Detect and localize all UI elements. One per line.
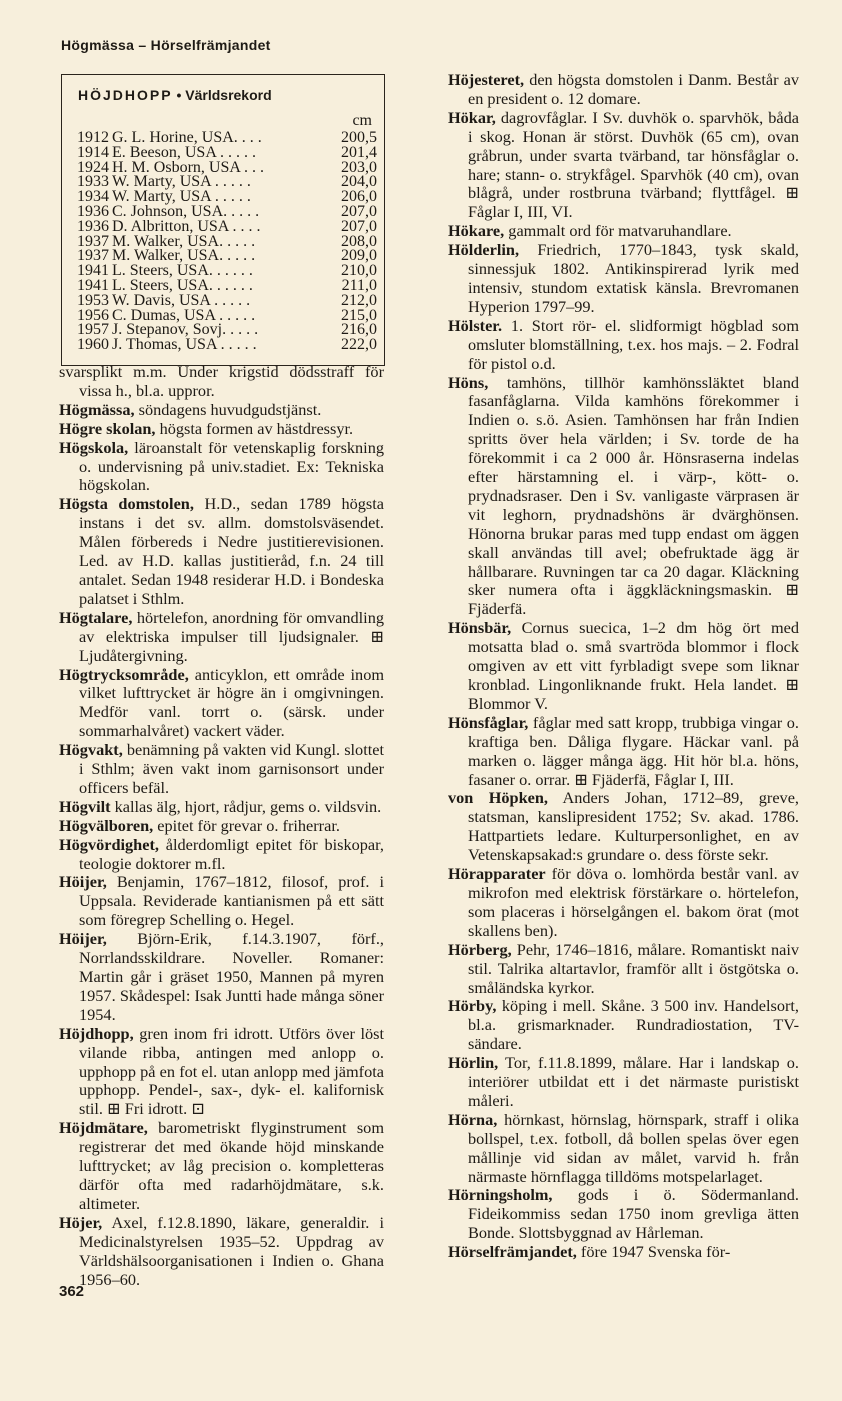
- entry-headword: Höijer,: [59, 929, 107, 949]
- record-year: 1957: [77, 321, 109, 339]
- record-value: 203,0: [341, 158, 377, 176]
- entry-headword: Höijer,: [59, 872, 107, 892]
- entry-text: Tor, f.11.8.1899, målare. Har i landskap o. interiörer utbildat ett i det närmaste puristiskt måleri.: [468, 1053, 799, 1110]
- record-year: 1912: [77, 129, 109, 146]
- entry-text: gammalt ord för matvaruhandlare.: [504, 221, 732, 241]
- entry-headword: Höjdmätare,: [59, 1118, 148, 1138]
- entry-headword: Hökare,: [448, 221, 505, 241]
- record-value: 210,0: [341, 262, 377, 280]
- entry-text: tamhöns, tillhör kamhönssläktet bland fasanfåglarna. Vilda kamhöns förekommer i Indien o. s.ö. Asien. Tamhönsen har från Indien spritts över hela världen; i Sv. torde de ha förekommit i ca 2 000 år. Hönsraserna indelas efter härstamning el. i värp-, kött- o. prydnadsraser. Den i Sv. vanligaste värprasen är vit leghorn, prydnadshöns är dvärghönsen. Hönorna brukar paras med tupp endast om äggen skall användas till avel; obefruktade ägg är hållbarare. Ruvningen tar ca 20 dagar. Kläckning sker numera ofta i äggkläckningsmaskin. ⊞ Fjäderfä.: [468, 372, 799, 619]
- entry-headword: Höns,: [448, 372, 489, 392]
- record-row: [77, 131, 377, 146]
- record-row: [77, 217, 377, 235]
- record-unit-label: cm: [352, 112, 372, 129]
- dictionary-entry: [59, 420, 384, 439]
- record-year: 1953: [77, 291, 109, 309]
- record-year: 1941: [77, 276, 109, 294]
- dictionary-entry: [448, 619, 799, 714]
- entry-headword: Högskola,: [59, 437, 129, 457]
- dictionary-entry: [448, 997, 799, 1054]
- record-year: 1937: [77, 247, 109, 265]
- entry-headword: Hörna,: [448, 1109, 498, 1129]
- entry-headword: Hörselfrämjandet,: [448, 1242, 577, 1262]
- record-row: [77, 143, 377, 161]
- record-year: 1936: [77, 202, 109, 220]
- dictionary-entry: [59, 836, 384, 874]
- entry-text: söndagens huvudgudstjänst.: [134, 399, 322, 419]
- entry-text: anticyklon, ett område inom vilket lufttrycket är högre än i omgivningen. Medför vanl. torrt o. (särsk. under sommarhalvåret) vackert väder.: [79, 664, 384, 741]
- record-row: [77, 264, 377, 279]
- entry-headword: Högvakt,: [59, 740, 123, 760]
- entry-headword: Högvilt: [59, 796, 111, 816]
- dictionary-entry: [448, 714, 799, 790]
- dictionary-entry: [59, 363, 384, 401]
- record-value: 216,0: [341, 321, 377, 339]
- record-row: [77, 306, 377, 324]
- record-row: [77, 175, 377, 190]
- entry-headword: Högsta domstolen,: [59, 494, 194, 514]
- dictionary-entry: [59, 798, 384, 817]
- record-value: 207,0: [341, 217, 377, 235]
- record-row: [77, 249, 377, 264]
- entry-text: barometriskt flyginstrument som registrerar det med ökande höjd minskande lufttrycket; av låg precision o. kompletteras därför ofta med radarhöjdmätare, s.k. altimeter.: [79, 1118, 384, 1213]
- entry-text: H.D., sedan 1789 högsta instans i det sv. allm. domstolsväsendet. Målen förbereds i Nedre justitierevisionen. Led. av H.D. kallas justitieråd, f.n. 24 till antalet. Sedan 1948 residerar H.D. i Bondeska palatset i Sthlm.: [79, 494, 384, 608]
- entry-headword: Hölderlin,: [448, 240, 520, 260]
- record-name: W. Marty, USA . . . . .: [112, 175, 251, 191]
- record-name: W. Marty, USA . . . . .: [112, 190, 251, 205]
- entry-text: gods i ö. Södermanland. Fideikommiss sedan 1750 inom grevliga ätten Bonde. Slottsbyggnad av Hårleman.: [468, 1185, 799, 1243]
- entry-text: 1. Stort rör- el. slidformigt högblad som omsluter blomställning, t.ex. hos majs. – 2. Fodral för pistol o.d.: [468, 315, 799, 373]
- record-name: H. M. Osborn, USA . . .: [112, 160, 265, 176]
- entry-headword: Hörby,: [448, 996, 497, 1016]
- record-name: W. Davis, USA . . . . .: [112, 293, 251, 309]
- entry-text: ålderdomligt epitet för biskopar, teologie doktorer m.fl.: [79, 834, 384, 873]
- record-row: [77, 202, 377, 220]
- record-name: L. Steers, USA. . . . . .: [112, 278, 253, 294]
- dictionary-entry: [448, 222, 799, 241]
- dictionary-entry: [59, 1025, 384, 1120]
- entry-headword: Hörningsholm,: [448, 1185, 553, 1205]
- dictionary-entry: [448, 1111, 799, 1187]
- entry-text: Friedrich, 1770–1843, tysk skald, sinnessjuk 1802. Antikinspirerad lyrik med intensiv, stundom extatisk känsla. Brevromanen Hyperion 1797–99.: [468, 240, 799, 316]
- record-year: 1956: [77, 306, 109, 324]
- running-header: Högmässa – Hörselfrämjandet: [61, 37, 271, 53]
- record-name: E. Beeson, USA . . . . .: [112, 145, 256, 161]
- entry-text: hörtelefon, anordning för omvandling av elektriska impulser till ljudsignaler. ⊞ Ljudåtergivning.: [79, 607, 384, 665]
- entry-text: Björn-Erik, f.14.3.1907, förf., Norrlandsskildrare. Noveller. Romaner: Martin går i gräset 1950, Mannen på myren 1957. Skådespel: Isak Juntti hade många söner 1954.: [79, 929, 384, 1024]
- dictionary-entry: [448, 1054, 799, 1111]
- record-year: 1941: [77, 262, 109, 280]
- record-name: M. Walker, USA. . . . .: [112, 234, 256, 250]
- dictionary-entry: [448, 865, 799, 941]
- record-value: 209,0: [341, 247, 377, 265]
- record-list: [77, 131, 377, 353]
- record-name: D. Albritton, USA . . . .: [112, 219, 261, 235]
- record-name: J. Stepanov, Sovj. . . . .: [112, 323, 259, 339]
- record-value: 206,0: [341, 188, 377, 206]
- record-table-title: [78, 87, 272, 103]
- entry-text: svarsplikt m.m. Under krigstid dödsstraff för vissa h., bl.a. uppror.: [59, 362, 384, 400]
- record-title-rest: Världsrekord: [185, 87, 272, 103]
- record-row: [77, 232, 377, 250]
- entry-text: Axel, f.12.8.1890, läkare, generaldir. i Medicinalstyrelsen 1935–52. Uppdrag av Världshälsoorganisationen i Indien o. Ghana 1956–60.: [79, 1212, 384, 1289]
- entry-headword: Högvördighet,: [59, 834, 159, 854]
- dictionary-entry: [448, 1186, 799, 1243]
- dictionary-entry: [448, 1243, 799, 1262]
- entry-headword: Hökar,: [448, 107, 496, 127]
- world-record-table: [61, 74, 385, 366]
- record-title-dot: •: [176, 87, 186, 103]
- entry-text: gren inom fri idrott. Utförs över löst vilande ribba, antingen med anlopp o. upphopp på en fot el. utan anlopp med jämfota upphopp. Pendel-, sax-, dyk- el. kalifornisk stil. ⊞ Fri idrott. ⊡: [79, 1023, 384, 1119]
- left-column: [59, 363, 384, 1289]
- record-value: 200,5: [341, 129, 377, 146]
- record-year: 1933: [77, 173, 109, 191]
- entry-headword: Hönsfåglar,: [448, 712, 529, 732]
- record-value: 204,0: [341, 173, 377, 191]
- entry-text: Benjamin, 1767–1812, filosof, prof. i Uppsala. Reviderade kantianismen på ett sätt som föregrep Schelling o. Hegel.: [79, 872, 384, 930]
- record-row: [77, 276, 377, 294]
- right-column: [448, 71, 799, 1262]
- record-name: M. Walker, USA. . . . .: [112, 249, 256, 265]
- entry-text: läroanstalt för vetenskaplig forskning o. undervisning på univ.stadiet. Ex: Tekniska högskolan.: [79, 437, 384, 495]
- dictionary-entry: [448, 71, 799, 109]
- entry-text: Cornus suecica, 1–2 dm hög ört med motsatta blad o. små svartröda blommor i flock omgiven av ett vitt fyrbladigt svepe som liknar kronblad. Lingonliknande frukt. Hela landet. ⊞ Blommor V.: [468, 618, 799, 713]
- entry-headword: Högre skolan,: [59, 418, 156, 438]
- record-title-caps: HÖJDHOPP: [78, 87, 173, 103]
- entry-text: den högsta domstolen i Danm. Består av en president o. 12 domare.: [468, 70, 799, 108]
- entry-headword: Högtalare,: [59, 607, 133, 627]
- entry-headword: Hörberg,: [448, 939, 512, 959]
- entry-headword: Höjer,: [59, 1212, 103, 1232]
- entry-text: kallas älg, hjort, rådjur, gems o. vildsvin.: [110, 796, 382, 816]
- entry-headword: Högtrycksområde,: [59, 664, 189, 684]
- dictionary-entry: [448, 789, 799, 865]
- dictionary-entry: [448, 109, 799, 222]
- record-name: L. Steers, USA. . . . . .: [112, 264, 253, 279]
- record-name: C. Dumas, USA . . . . .: [112, 308, 256, 324]
- entry-headword: Hönsbär,: [448, 618, 512, 638]
- record-value: 201,4: [341, 143, 377, 161]
- dictionary-entry: [59, 609, 384, 666]
- dictionary-entry: [448, 317, 799, 374]
- record-year: 1914: [77, 143, 109, 161]
- entry-headword: Högmässa,: [59, 399, 135, 419]
- entry-headword: Hörapparater: [448, 864, 546, 884]
- dictionary-entry: [59, 401, 384, 420]
- dictionary-entry: [448, 374, 799, 620]
- entry-text: för döva o. lomhörda består vanl. av mikrofon med elektrisk förstärkare o. hörtelefon, som placeras i hörselgången el. bakom örat (mot skallens ben).: [468, 864, 799, 940]
- dictionary-entry: [448, 241, 799, 317]
- entry-headword: von Höpken,: [448, 788, 548, 808]
- entry-text: hörnkast, hörnslag, hörnspark, straff i olika bollspel, t.ex. fotboll, då bollen spelas över egen mållinje vid sidan av målet, varvid h. från närmaste hörnflagga tilldöms motspelarlaget.: [468, 1109, 799, 1186]
- entry-text: köping i mell. Skåne. 3 500 inv. Handelsort, bl.a. grismarknader. Rundradiostation, TV-sändare.: [468, 996, 799, 1054]
- record-year: 1924: [77, 158, 109, 176]
- page-number: 362: [59, 1283, 85, 1300]
- dictionary-entry: [59, 741, 384, 798]
- dictionary-entry: [59, 817, 384, 836]
- record-value: 207,0: [341, 202, 377, 220]
- dictionary-entry: [59, 666, 384, 742]
- record-value: 222,0: [341, 336, 377, 354]
- entry-text: benämning på vakten vid Kungl. slottet i Sthlm; även vakt inom garnisonsort under officers befäl.: [79, 740, 384, 797]
- dictionary-entry: [59, 439, 384, 496]
- entry-text: Anders Johan, 1712–89, greve, statsman, kanslipresident 1752; Sv. akad. 1786. Hattpartiets ledare. Kulturpersonlighet, en av Vetenskapsakad:s grundare o. dess förste sekr.: [468, 788, 799, 865]
- record-value: 208,0: [341, 232, 377, 250]
- record-row: [77, 190, 377, 205]
- entry-text: högsta formen av hästdressyr.: [155, 418, 354, 438]
- record-year: 1936: [77, 217, 109, 235]
- entry-headword: Höjdhopp,: [59, 1023, 134, 1043]
- record-year: 1934: [77, 188, 109, 206]
- record-name: G. L. Horine, USA. . . .: [112, 131, 262, 146]
- entry-headword: Höjesteret,: [448, 70, 525, 89]
- record-row: [77, 158, 377, 176]
- record-name: C. Johnson, USA. . . . .: [112, 204, 260, 220]
- record-row: [77, 323, 377, 338]
- record-row: [77, 338, 377, 353]
- entry-text: Pehr, 1746–1816, målare. Romantiskt naiv stil. Talrika altartavlor, framför allt i östgötska o. småländska kyrkor.: [468, 939, 799, 997]
- entry-text: epitet för grevar o. friherrar.: [153, 815, 340, 835]
- dictionary-entry: [59, 930, 384, 1025]
- dictionary-entry: [448, 941, 799, 998]
- dictionary-entry: [59, 1119, 384, 1214]
- entry-text: före 1947 Svenska för-: [576, 1242, 731, 1262]
- entry-headword: Hörlin,: [448, 1053, 499, 1073]
- entry-headword: Hölster.: [448, 315, 503, 335]
- record-value: 212,0: [341, 291, 377, 309]
- dictionary-entry: [59, 873, 384, 930]
- entry-text: fåglar med satt kropp, trubbiga vingar o. kraftiga ben. Dåliga flygare. Häckar vanl. på marken o. lägger många ägg. Hit hör bl.a. höns, fasaner o. orrar. ⊞ Fjäderfä, Fåglar I, III.: [468, 712, 799, 789]
- record-value: 215,0: [341, 306, 377, 324]
- dictionary-entry: [59, 495, 384, 608]
- entry-headword: Högvälboren,: [59, 815, 154, 835]
- record-value: 211,0: [341, 276, 377, 294]
- record-row: [77, 291, 377, 309]
- record-year: 1937: [77, 232, 109, 250]
- dictionary-entry: [59, 1214, 384, 1290]
- record-year: 1960: [77, 336, 109, 354]
- entry-text: dagrovfåglar. I Sv. duvhök o. sparvhök, båda i skog. Honan är störst. Duvhök (65 cm), ovan gråbrun, under svarta tvärband, tar hönsfåglar o. hare; stann- o. strykfågel. Sparvhök (40 cm), ovan blågrå, under rostbruna tvärband; flyttfågel. ⊞ Fåglar I, III, VI.: [468, 107, 799, 222]
- record-name: J. Thomas, USA . . . . .: [112, 338, 257, 353]
